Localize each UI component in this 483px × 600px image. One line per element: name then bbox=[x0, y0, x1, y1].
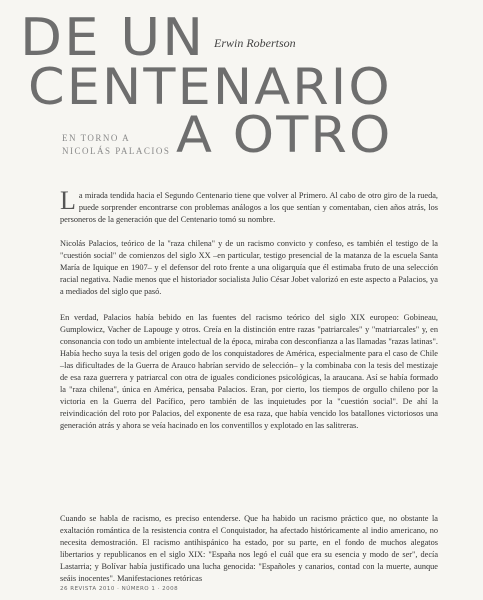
subtitle-line-2: NICOLÁS PALACIOS bbox=[62, 146, 171, 156]
author-name: Erwin Robertson bbox=[214, 36, 296, 50]
paragraph-3: En verdad, Palacios había bebido en las fuentes del racismo teórico del siglo XIX europeo: Gobineau, Gumplowicz, Vacher de Lapouge y otros. Creía en la distinción entre razas "patriarcales" y "matriarcales" y, en consonancia con todo un ambiente intelectual de la época, miraba con desconfianza a las llamadas "razas latinas". Había hecho suya la tesis del origen godo de los conquistadores de América, especialmente para el caso de Chile –las dificultades de la Guerra de Arauco habrían servido de selección– y la combinaba con la tesis del mestizaje de esa raza guerrera y patriarcal con otra de iguales condiciones psicológicas, la araucana. Así se había formado la "raza chilena", única en América, pensaba Palacios. Eran, por cierto, los tiempos de orgullo chileno por la victoria en la Guerra del Pacífico, pero también de las inquietudes por la "cuestión social". De ahí la reivindicación del roto por Palacios, del exponente de esa raza, que había vencido los batallones victoriosos una generación atrás y ahora se veía hacinado en los conventillos y explotado en las salitreras. bbox=[60, 313, 438, 430]
subtitle-line-1: EN TORNO A bbox=[62, 133, 131, 143]
title-line-2: CENTENARIO bbox=[28, 58, 392, 116]
paragraph-2: Nicolás Palacios, teórico de la "raza chilena" y de un racismo convicto y confeso, es también el testigo de la "cuestión social" de comienzos del siglo XX –en particular, testigo presencial de la matanza de la escuela Santa María de Iquique en 1907– y el defensor del roto frente a una oligarquía que él estimaba fruto de una selección racial negativa. Nadie menos que el historiador socialista Julio César Jobet valorizó en este aspecto a Palacios, ya a mediados del siglo que pasó. bbox=[60, 239, 438, 296]
paragraph-1 bbox=[60, 186, 438, 226]
title-line-3: A OTRO bbox=[176, 106, 393, 164]
drop-cap: L bbox=[60, 186, 76, 215]
page-footer: 26 REVISTA 2010 · NÚMERO 1 · 2008 bbox=[60, 586, 179, 592]
subtitle bbox=[62, 132, 170, 158]
title-line-1: DE UN bbox=[20, 8, 206, 68]
paragraph-4: Cuando se habla de racismo, es preciso entenderse. Que ha habido un racismo práctico que, no obstante la exaltación romántica de la resistencia contra el Conquistador, ha afectado históricamente al indio americano, no necesita demostración. El racismo antihispánico ha estado, por su parte, en el fondo de muchos alegatos libertarios y republicanos en el siglo XIX: "España nos legó el cuál que era su esencia y modo de ser", decía Lastarria; y Bolívar había justificado una lucha genocida: "Españoles y canarios, contad con la muerte, aunque seáis inocentes". Manifestaciones retóricas bbox=[60, 514, 438, 583]
paragraph-1-text: a mirada tendida hacia el Segundo Centenario tiene que volver al Primero. Al cabo de otro giro de la rueda, puede sorprender encontrarse con problemas análogos a los que sentían y comentaban, cien años atrás, los personeros de la generación que del Centenario tomó su nombre. bbox=[60, 191, 438, 224]
